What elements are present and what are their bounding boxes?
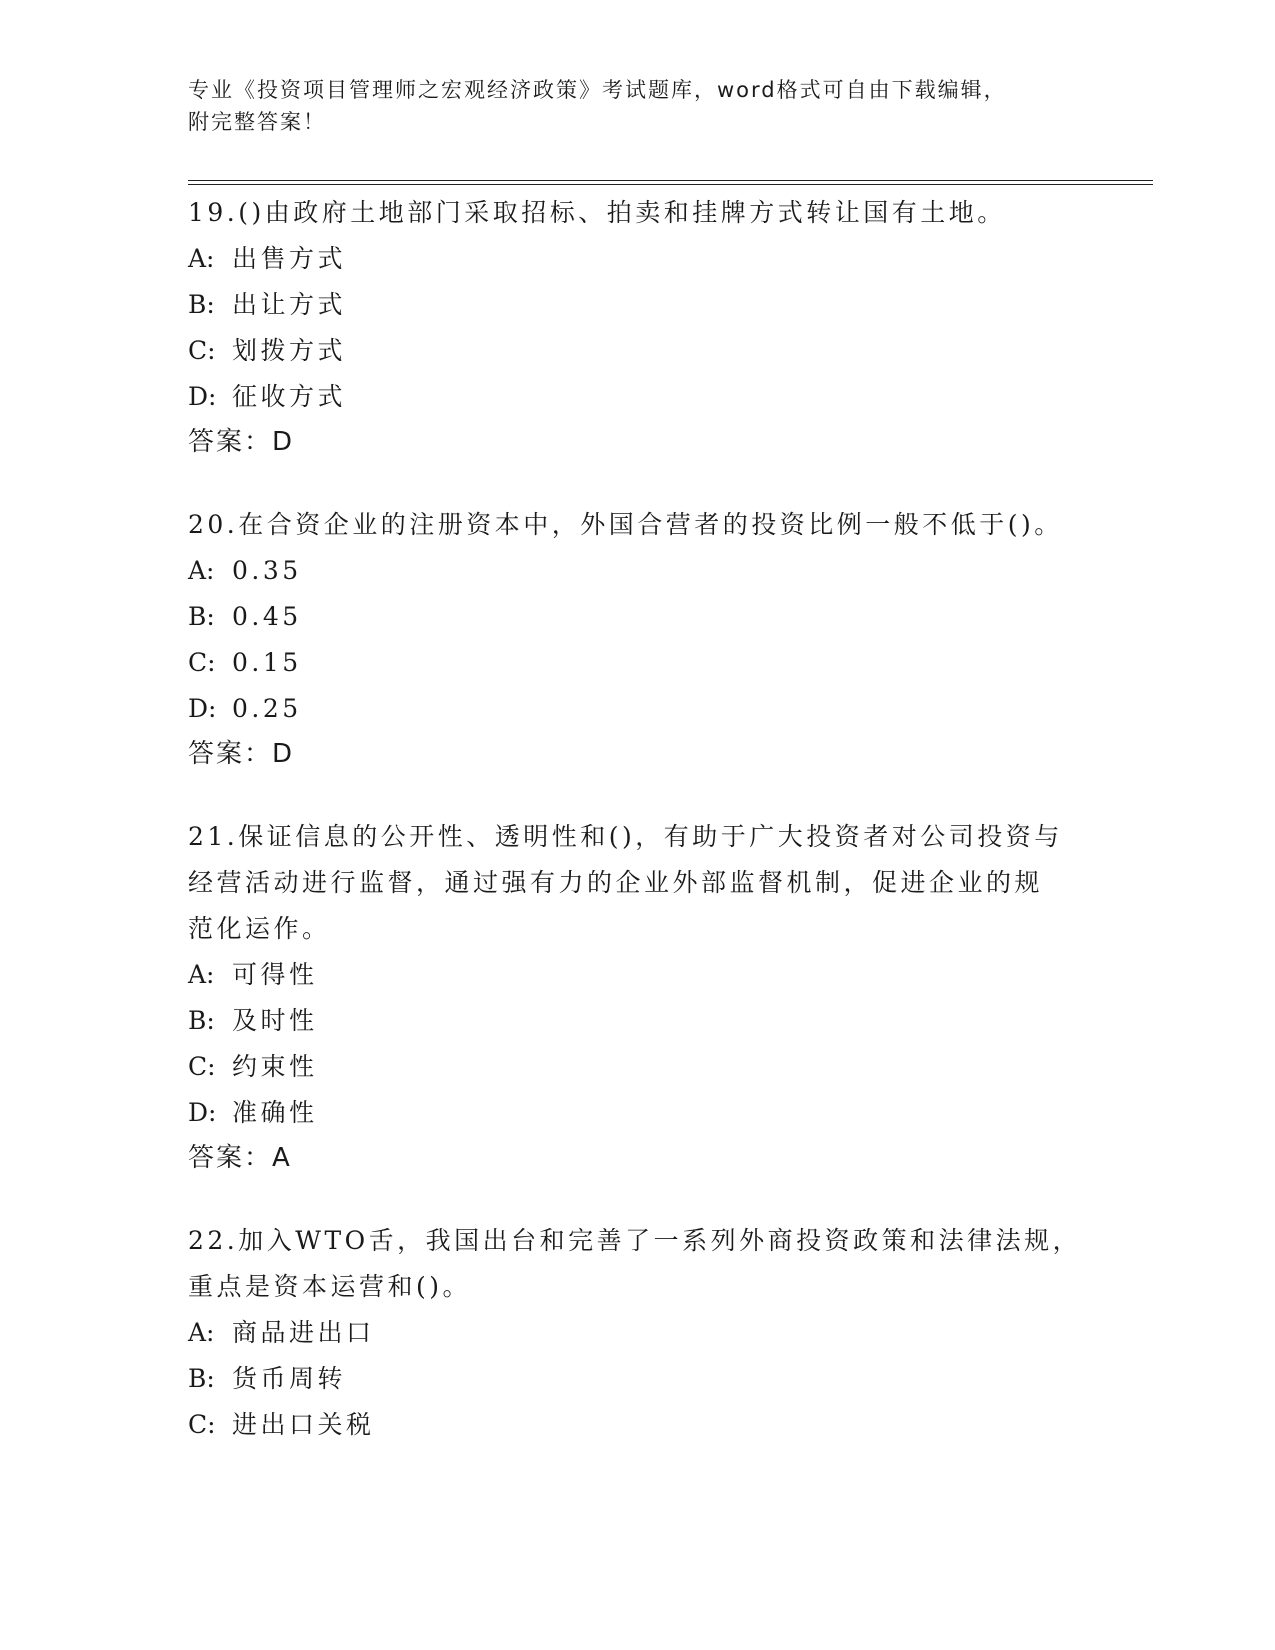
question-21 bbox=[188, 814, 1088, 1180]
option-text: 0.25 bbox=[232, 694, 302, 723]
option-d bbox=[188, 686, 1088, 732]
question-stem-line-1: 22.加入WTO舌，我国出台和完善了一系列外商投资政策和法律法规， bbox=[188, 1226, 1082, 1255]
option-letter: C: bbox=[188, 648, 216, 677]
option-b bbox=[188, 998, 1088, 1044]
question-20 bbox=[188, 502, 1088, 776]
option-a bbox=[188, 548, 1088, 594]
option-letter: D: bbox=[188, 382, 217, 411]
option-letter: B: bbox=[188, 602, 215, 631]
option-letter: D: bbox=[188, 694, 217, 723]
option-text: 进出口关税 bbox=[232, 1410, 375, 1439]
option-letter: A: bbox=[188, 960, 215, 989]
option-c bbox=[188, 1044, 1088, 1090]
option-d bbox=[188, 374, 1088, 420]
option-text: 可得性 bbox=[232, 960, 318, 989]
option-b bbox=[188, 282, 1088, 328]
document-header bbox=[188, 74, 1068, 138]
answer-line: 答案：D bbox=[188, 427, 295, 457]
header-line-2: 附完整答案！ bbox=[188, 110, 326, 134]
option-a bbox=[188, 952, 1088, 998]
answer-line: 答案：A bbox=[188, 1143, 292, 1173]
option-text: 0.15 bbox=[232, 648, 302, 677]
option-text: 及时性 bbox=[232, 1006, 318, 1035]
option-a bbox=[188, 236, 1088, 282]
option-letter: D: bbox=[188, 1098, 217, 1127]
question-list bbox=[188, 190, 1088, 1486]
option-d bbox=[188, 1090, 1088, 1136]
question-19 bbox=[188, 190, 1088, 464]
option-letter: A: bbox=[188, 1318, 215, 1347]
option-text: 0.45 bbox=[232, 602, 302, 631]
option-text: 征收方式 bbox=[232, 382, 347, 411]
question-stem: 20.在合资企业的注册资本中，外国合营者的投资比例一般不低于()。 bbox=[188, 510, 1063, 539]
option-text: 划拨方式 bbox=[232, 336, 347, 365]
option-letter: C: bbox=[188, 1052, 216, 1081]
option-b bbox=[188, 1356, 1088, 1402]
option-letter: A: bbox=[188, 244, 215, 273]
header-rule-top bbox=[188, 180, 1153, 181]
option-c bbox=[188, 328, 1088, 374]
option-text: 货币周转 bbox=[232, 1364, 347, 1393]
option-letter: B: bbox=[188, 290, 215, 319]
option-letter: C: bbox=[188, 1410, 216, 1439]
question-stem-line-1: 21.保证信息的公开性、透明性和()，有助于广大投资者对公司投资与 bbox=[188, 822, 1063, 851]
option-letter: A: bbox=[188, 556, 215, 585]
option-letter: C: bbox=[188, 336, 216, 365]
option-text: 出售方式 bbox=[232, 244, 347, 273]
header-line-1: 专业《投资项目管理师之宏观经济政策》考试题库，word格式可自由下载编辑， bbox=[188, 78, 1007, 102]
question-stem: 19.()由政府土地部门采取招标、拍卖和挂牌方式转让国有土地。 bbox=[188, 198, 1006, 227]
question-stem-line-2: 重点是资本运营和()。 bbox=[188, 1272, 472, 1301]
question-stem-line-3: 范化运作。 bbox=[188, 914, 331, 943]
option-a bbox=[188, 1310, 1088, 1356]
option-text: 商品进出口 bbox=[232, 1318, 375, 1347]
question-stem-line-2: 经营活动进行监督，通过强有力的企业外部监督机制，促进企业的规 bbox=[188, 868, 1044, 897]
option-c bbox=[188, 1402, 1088, 1448]
header-rule-bottom bbox=[188, 184, 1153, 185]
option-b bbox=[188, 594, 1088, 640]
option-text: 0.35 bbox=[232, 556, 302, 585]
option-text: 准确性 bbox=[232, 1098, 318, 1127]
option-letter: B: bbox=[188, 1006, 215, 1035]
option-c bbox=[188, 640, 1088, 686]
question-22 bbox=[188, 1218, 1088, 1448]
option-text: 约束性 bbox=[232, 1052, 318, 1081]
option-text: 出让方式 bbox=[232, 290, 347, 319]
option-letter: B: bbox=[188, 1364, 215, 1393]
answer-line: 答案：D bbox=[188, 739, 295, 769]
